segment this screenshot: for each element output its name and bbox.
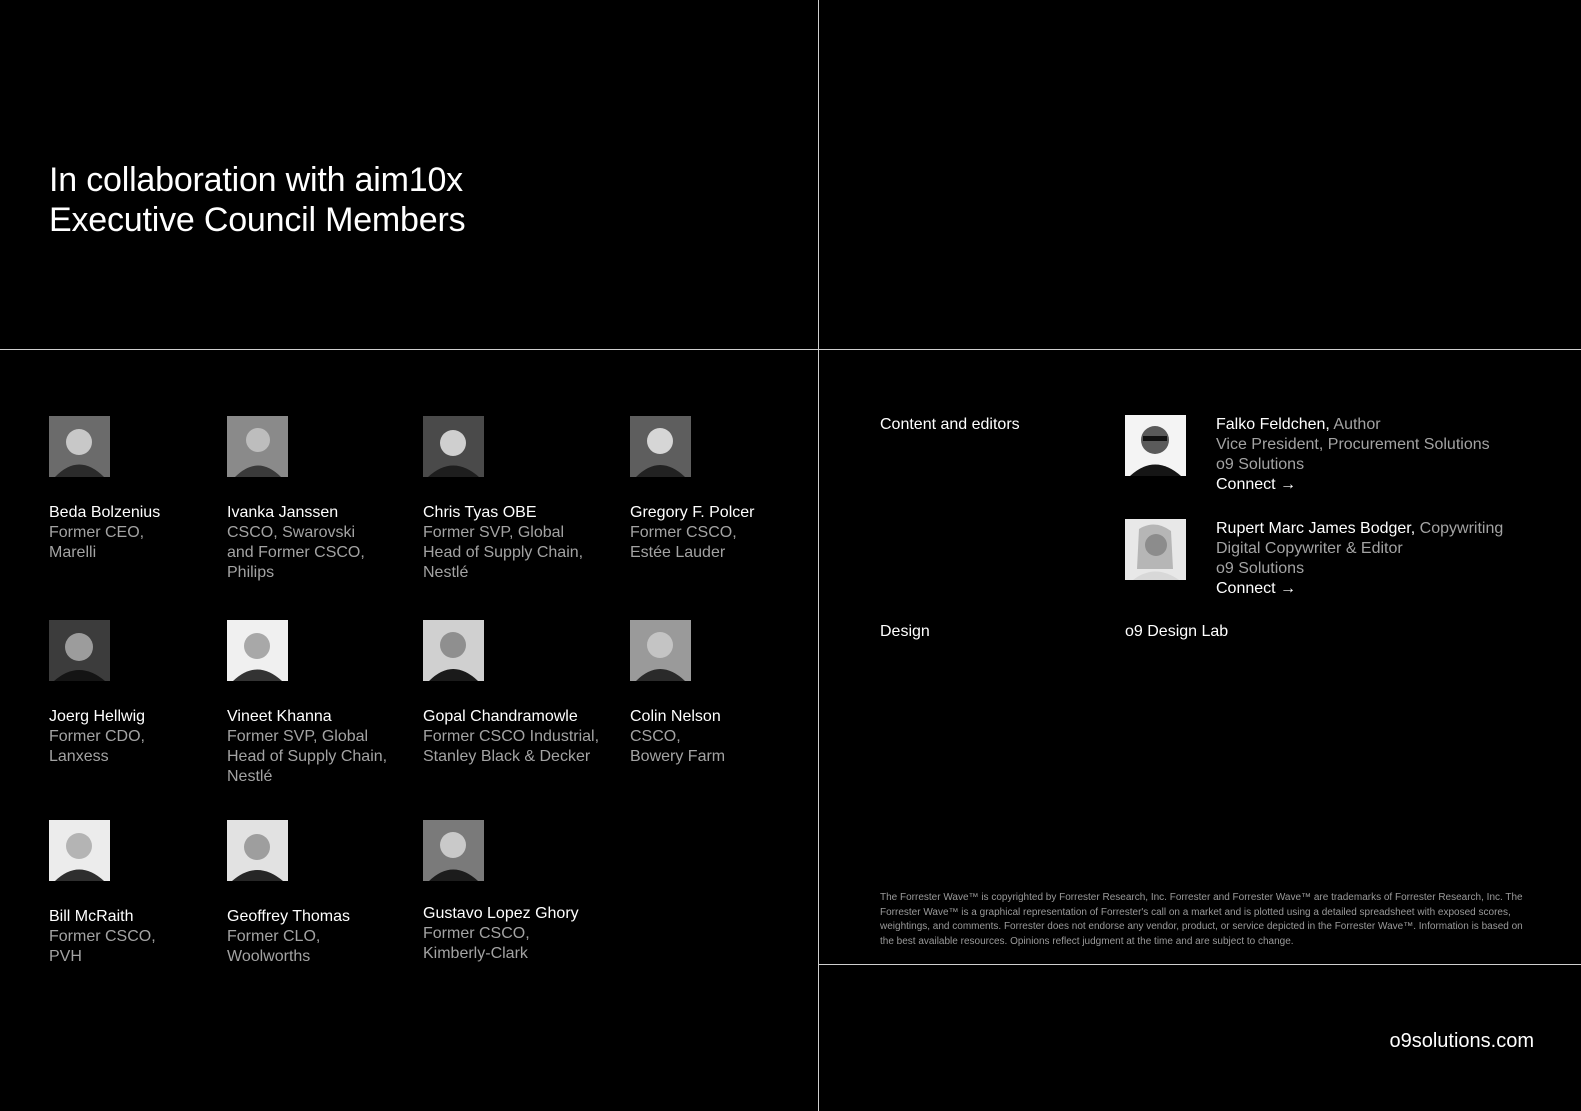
design-lab-credit: o9 Design Lab [1125, 623, 1229, 640]
member-photo [227, 620, 288, 681]
member-role: Former CDO, Lanxess [49, 728, 145, 765]
member-photo [227, 416, 288, 477]
member-role: CSCO, Bowery Farm [630, 728, 726, 765]
member-name: Joerg Hellwig [49, 708, 146, 725]
member-role: Former CSCO, PVH [49, 928, 156, 965]
editor-name: Falko Feldchen, [1216, 416, 1330, 433]
council-member [49, 620, 234, 767]
design-label: Design [880, 623, 930, 640]
member-name: Vineet Khanna [227, 708, 332, 725]
editor-title: Vice President, Procurement Solutions [1216, 436, 1490, 453]
member-name: Geoffrey Thomas [227, 908, 351, 925]
editor-photo [1125, 415, 1186, 476]
council-member [630, 416, 815, 563]
council-member [49, 820, 234, 967]
connect-link[interactable]: Connect → [1216, 580, 1297, 597]
page-title-line-2: Executive Council Members [49, 201, 466, 239]
member-photo [630, 620, 691, 681]
member-name: Beda Bolzenius [49, 504, 161, 521]
council-member [423, 620, 608, 767]
horizontal-divider [0, 349, 1581, 350]
editor-credit: Copywriting [1419, 520, 1504, 537]
editor-photo [1125, 519, 1186, 580]
content-editors-label: Content and editors [880, 416, 1020, 433]
member-role: Former CLO, Woolworths [227, 928, 321, 965]
council-member [227, 416, 412, 583]
page-title-line-1: In collaboration with aim10x [49, 161, 463, 199]
member-name: Colin Nelson [630, 708, 721, 725]
member-role: Former CSCO, Estée Lauder [630, 524, 737, 561]
member-photo [423, 820, 484, 881]
member-role: Former CSCO Industrial, Stanley Black & Decker [423, 728, 600, 765]
member-photo [423, 416, 484, 477]
council-member [227, 620, 412, 787]
member-photo [227, 820, 288, 881]
member-name: Gustavo Lopez Ghory [423, 905, 579, 922]
member-role: CSCO, Swarovski and Former CSCO, Philips [227, 524, 365, 581]
member-name: Ivanka Janssen [227, 504, 339, 521]
editor-company: o9 Solutions [1216, 560, 1305, 577]
member-name: Bill McRaith [49, 908, 134, 925]
member-role: Former SVP, Global Head of Supply Chain, Nestlé [227, 728, 388, 785]
page-title [49, 160, 465, 240]
council-member [227, 820, 412, 967]
council-member [423, 820, 608, 964]
member-role: Former CEO, Marelli [49, 524, 145, 561]
connect-link[interactable]: Connect → [1216, 476, 1297, 493]
disclaimer-text: The Forrester Wave™ is copyrighted by Forrester Research, Inc. Forrester and Forrester Wave™ are trademarks of Forrester Research, Inc. The Forrester Wave™ is a graphical representation of Forrester's call on a market and is plotted using a detailed spreadsheet with exposed scores, weightings, and comments. Forrester does not endorse any vendor, product, or service depicted in the Forrester Wave™. Information is based on the best available resources. Opinions reflect judgment at the time and are subject to change. [880, 892, 1523, 947]
member-photo [49, 620, 110, 681]
member-role: Former CSCO, Kimberly-Clark [423, 925, 530, 962]
council-member [423, 416, 608, 583]
footer-divider [819, 964, 1581, 965]
member-photo [49, 416, 110, 477]
member-name: Gregory F. Polcer [630, 504, 755, 521]
member-name: Gopal Chandramowle [423, 708, 578, 725]
member-photo [630, 416, 691, 477]
website-link[interactable]: o9solutions.com [1389, 1030, 1534, 1052]
vertical-divider [818, 0, 819, 1111]
member-role: Former SVP, Global Head of Supply Chain, Nestlé [423, 524, 584, 581]
editor-company: o9 Solutions [1216, 456, 1305, 473]
council-member [49, 416, 234, 563]
member-name: Chris Tyas OBE [423, 504, 537, 521]
council-member [630, 620, 815, 767]
editor-credit: Author [1333, 416, 1381, 433]
member-photo [49, 820, 110, 881]
member-photo [423, 620, 484, 681]
editor-name: Rupert Marc James Bodger, [1216, 520, 1416, 537]
editor-title: Digital Copywriter & Editor [1216, 540, 1403, 557]
